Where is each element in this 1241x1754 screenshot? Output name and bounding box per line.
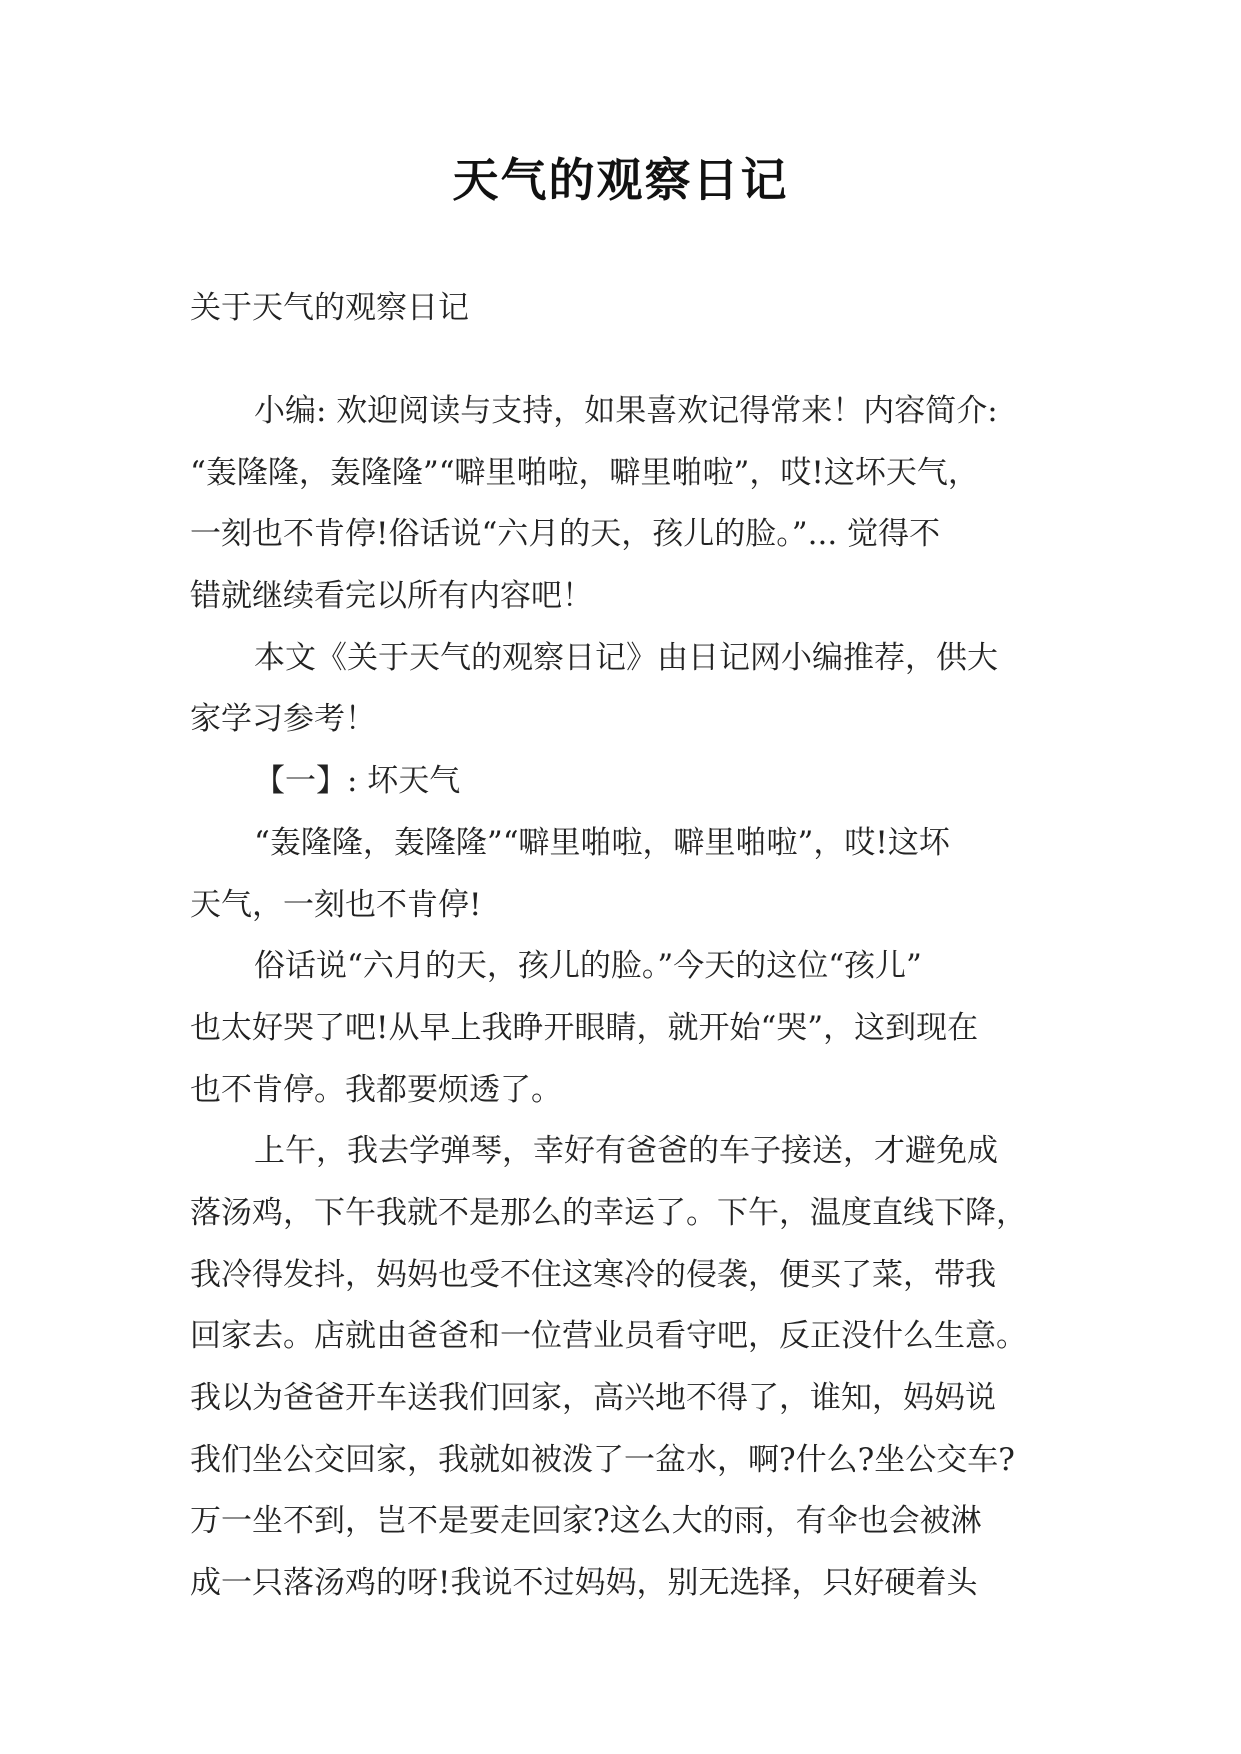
body-line: “轰隆隆，轰隆隆”“噼里啪啦，噼里啪啦”，哎!这坏 bbox=[254, 824, 950, 861]
body-line: 也不肯停。我都要烦透了。 bbox=[190, 1071, 562, 1108]
body-line: “轰隆隆，轰隆隆”“噼里啪啦，噼里啪啦”，哎!这坏天气， bbox=[190, 454, 979, 491]
body-line: 【一】: 坏天气 bbox=[254, 763, 461, 800]
body-line: 回家去。店就由爸爸和一位营业员看守吧，反正没什么生意。 bbox=[190, 1318, 1027, 1355]
body-line: 成一只落汤鸡的呀!我说不过妈妈，别无选择，只好硬着头 bbox=[190, 1565, 978, 1602]
document-subtitle: 关于天气的观察日记 bbox=[190, 290, 469, 326]
body-line: 一刻也不肯停!俗话说“六月的天，孩儿的脸。”... 觉得不 bbox=[190, 516, 941, 553]
body-line: 我们坐公交回家，我就如被泼了一盆水，啊?什么?坐公交车? bbox=[190, 1441, 1015, 1478]
body-line: 我以为爸爸开车送我们回家，高兴地不得了，谁知，妈妈说 bbox=[190, 1380, 996, 1416]
body-line: 家学习参考！ bbox=[190, 701, 376, 738]
body-line: 本文《关于天气的观察日记》由日记网小编推荐，供大 bbox=[254, 639, 998, 676]
body-line: 小编: 欢迎阅读与支持，如果喜欢记得常来！内容简介: bbox=[254, 393, 998, 429]
body-line: 也太好哭了吧!从早上我睁开眼睛，就开始“哭”，这到现在 bbox=[190, 1009, 979, 1046]
body-line: 万一坐不到，岂不是要走回家?这么大的雨，有伞也会被淋 bbox=[190, 1503, 982, 1540]
body-line: 上午，我去学弹琴，幸好有爸爸的车子接送，才避免成 bbox=[254, 1133, 998, 1170]
body-line: 错就继续看完以所有内容吧！ bbox=[190, 578, 593, 615]
body-line: 俗话说“六月的天，孩儿的脸。”今天的这位“孩儿” bbox=[254, 948, 922, 985]
document-title: 天气的观察日记 bbox=[452, 153, 789, 207]
body-line: 我冷得发抖，妈妈也受不住这寒冷的侵袭，便买了菜，带我 bbox=[190, 1256, 996, 1293]
body-line: 天气，一刻也不肯停! bbox=[190, 886, 482, 923]
document-body bbox=[190, 381, 1060, 1615]
body-line: 落汤鸡，下午我就不是那么的幸运了。下午，温度直线下降， bbox=[190, 1194, 1027, 1231]
